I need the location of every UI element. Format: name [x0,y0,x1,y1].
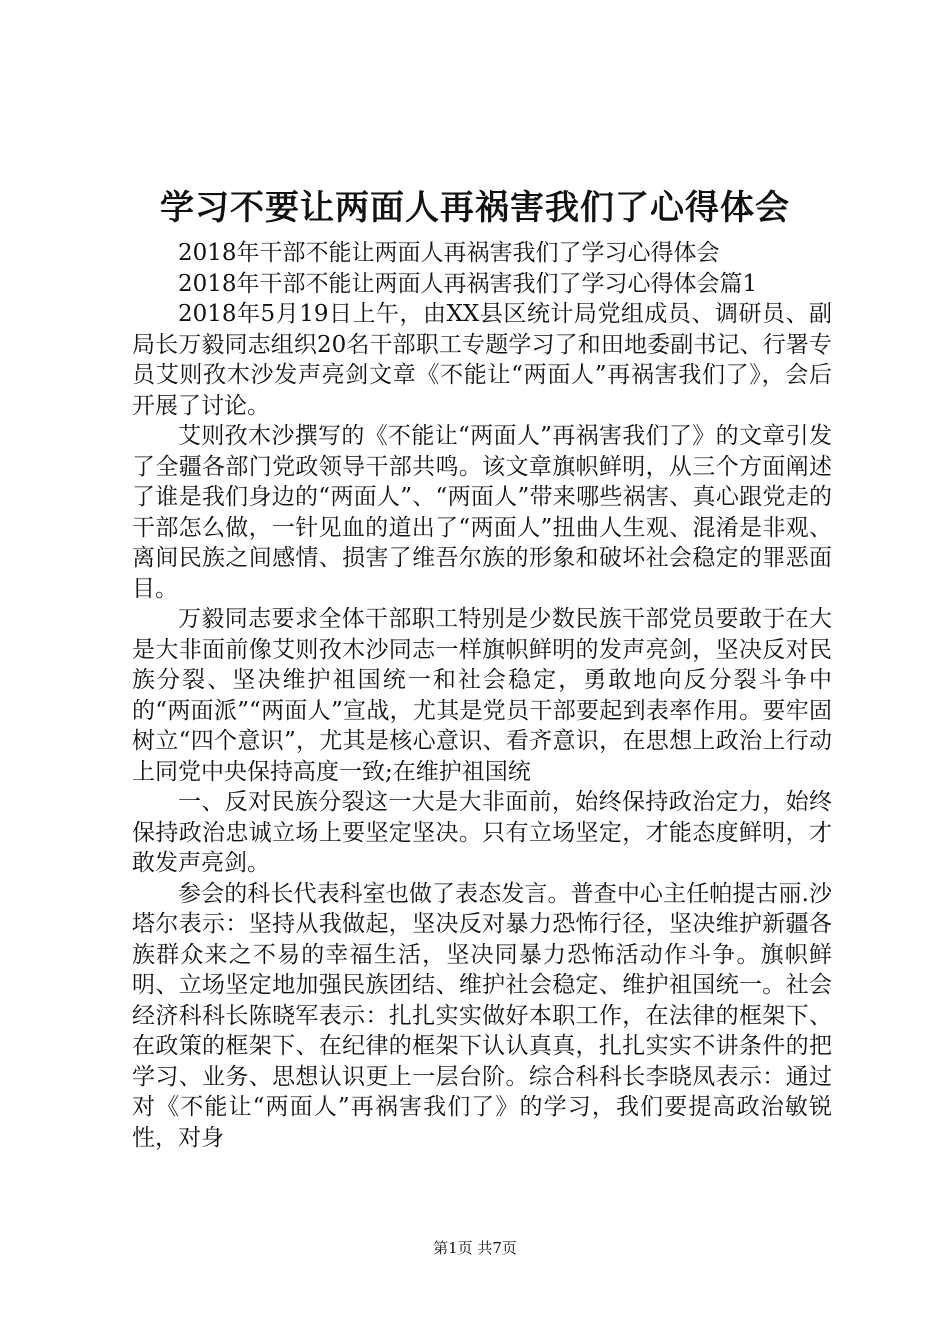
paragraph: 万毅同志要求全体干部职工特别是少数民族干部党员要敢于在大是大非面前像艾则孜木沙同志一样旗帜鲜明的发声亮剑，坚决反对民族分裂、坚决维护祖国统一和社会稳定，勇敢地向反分裂斗争中的“两面派”“两面人”宣战，尤其是党员干部要起到表率作用。要牢固树立“四个意识”，尤其是核心意识、看齐意识，在思想上政治上行动上同党中央保持高度一致;在维护祖国统 [132,606,832,785]
paragraph: 2018年干部不能让两面人再祸害我们了学习心得体会篇1 [178,270,758,297]
page-footer [0,1238,950,1258]
page-number: 第1页 共7页 [433,1239,517,1257]
document-body [132,238,832,1153]
paragraph: 2018年5月19日上午，由XX县区统计局党组成员、调研员、副局长万毅同志组织20名干部职工专题学习了和田地委副书记、行署专员艾则孜木沙发声亮剑文章《不能让“两面人”再祸害我们了》，会后开展了讨论。 [132,301,832,419]
paragraph: 参会的科长代表科室也做了表态发言。普查中心主任帕提古丽.沙塔尔表示：坚持从我做起，坚决反对暴力恐怖行径，坚决维护新疆各族群众来之不易的幸福生活，坚决同暴力恐怖活动作斗争。旗帜鲜明、立场坚定地加强民族团结、维护社会稳定、维护祖国统一。社会经济科科长陈晓军表示：扎扎实实做好本职工作，在法律的框架下、在政策的框架下、在纪律的框架下认认真真，扎扎实实不讲条件的把学习、业务、思想认识更上一层台阶。综合科科长李晓凤表示：通过对《不能让“两面人”再祸害我们了》的学习，我们要提高政治敏锐性，对身 [132,880,832,1151]
document-title: 学习不要让两面人再祸害我们了心得体会 [160,188,790,228]
paragraph: 一、反对民族分裂这一大是大非面前，始终保持政治定力，始终保持政治忠诚立场上要坚定坚决。只有立场坚定，才能态度鲜明，才敢发声亮剑。 [132,789,832,876]
paragraph: 2018年干部不能让两面人再祸害我们了学习心得体会 [178,240,720,266]
paragraph: 艾则孜木沙撰写的《不能让“两面人”再祸害我们了》的文章引发了全疆各部门党政领导干部共鸣。该文章旗帜鲜明，从三个方面阐述了谁是我们身边的“两面人”、“两面人”带来哪些祸害、真心跟党走的干部怎么做，一针见血的道出了“两面人”扭曲人生观、混淆是非观、离间民族之间感情、损害了维吾尔族的形象和破坏社会稳定的罪恶面目。 [132,423,832,602]
